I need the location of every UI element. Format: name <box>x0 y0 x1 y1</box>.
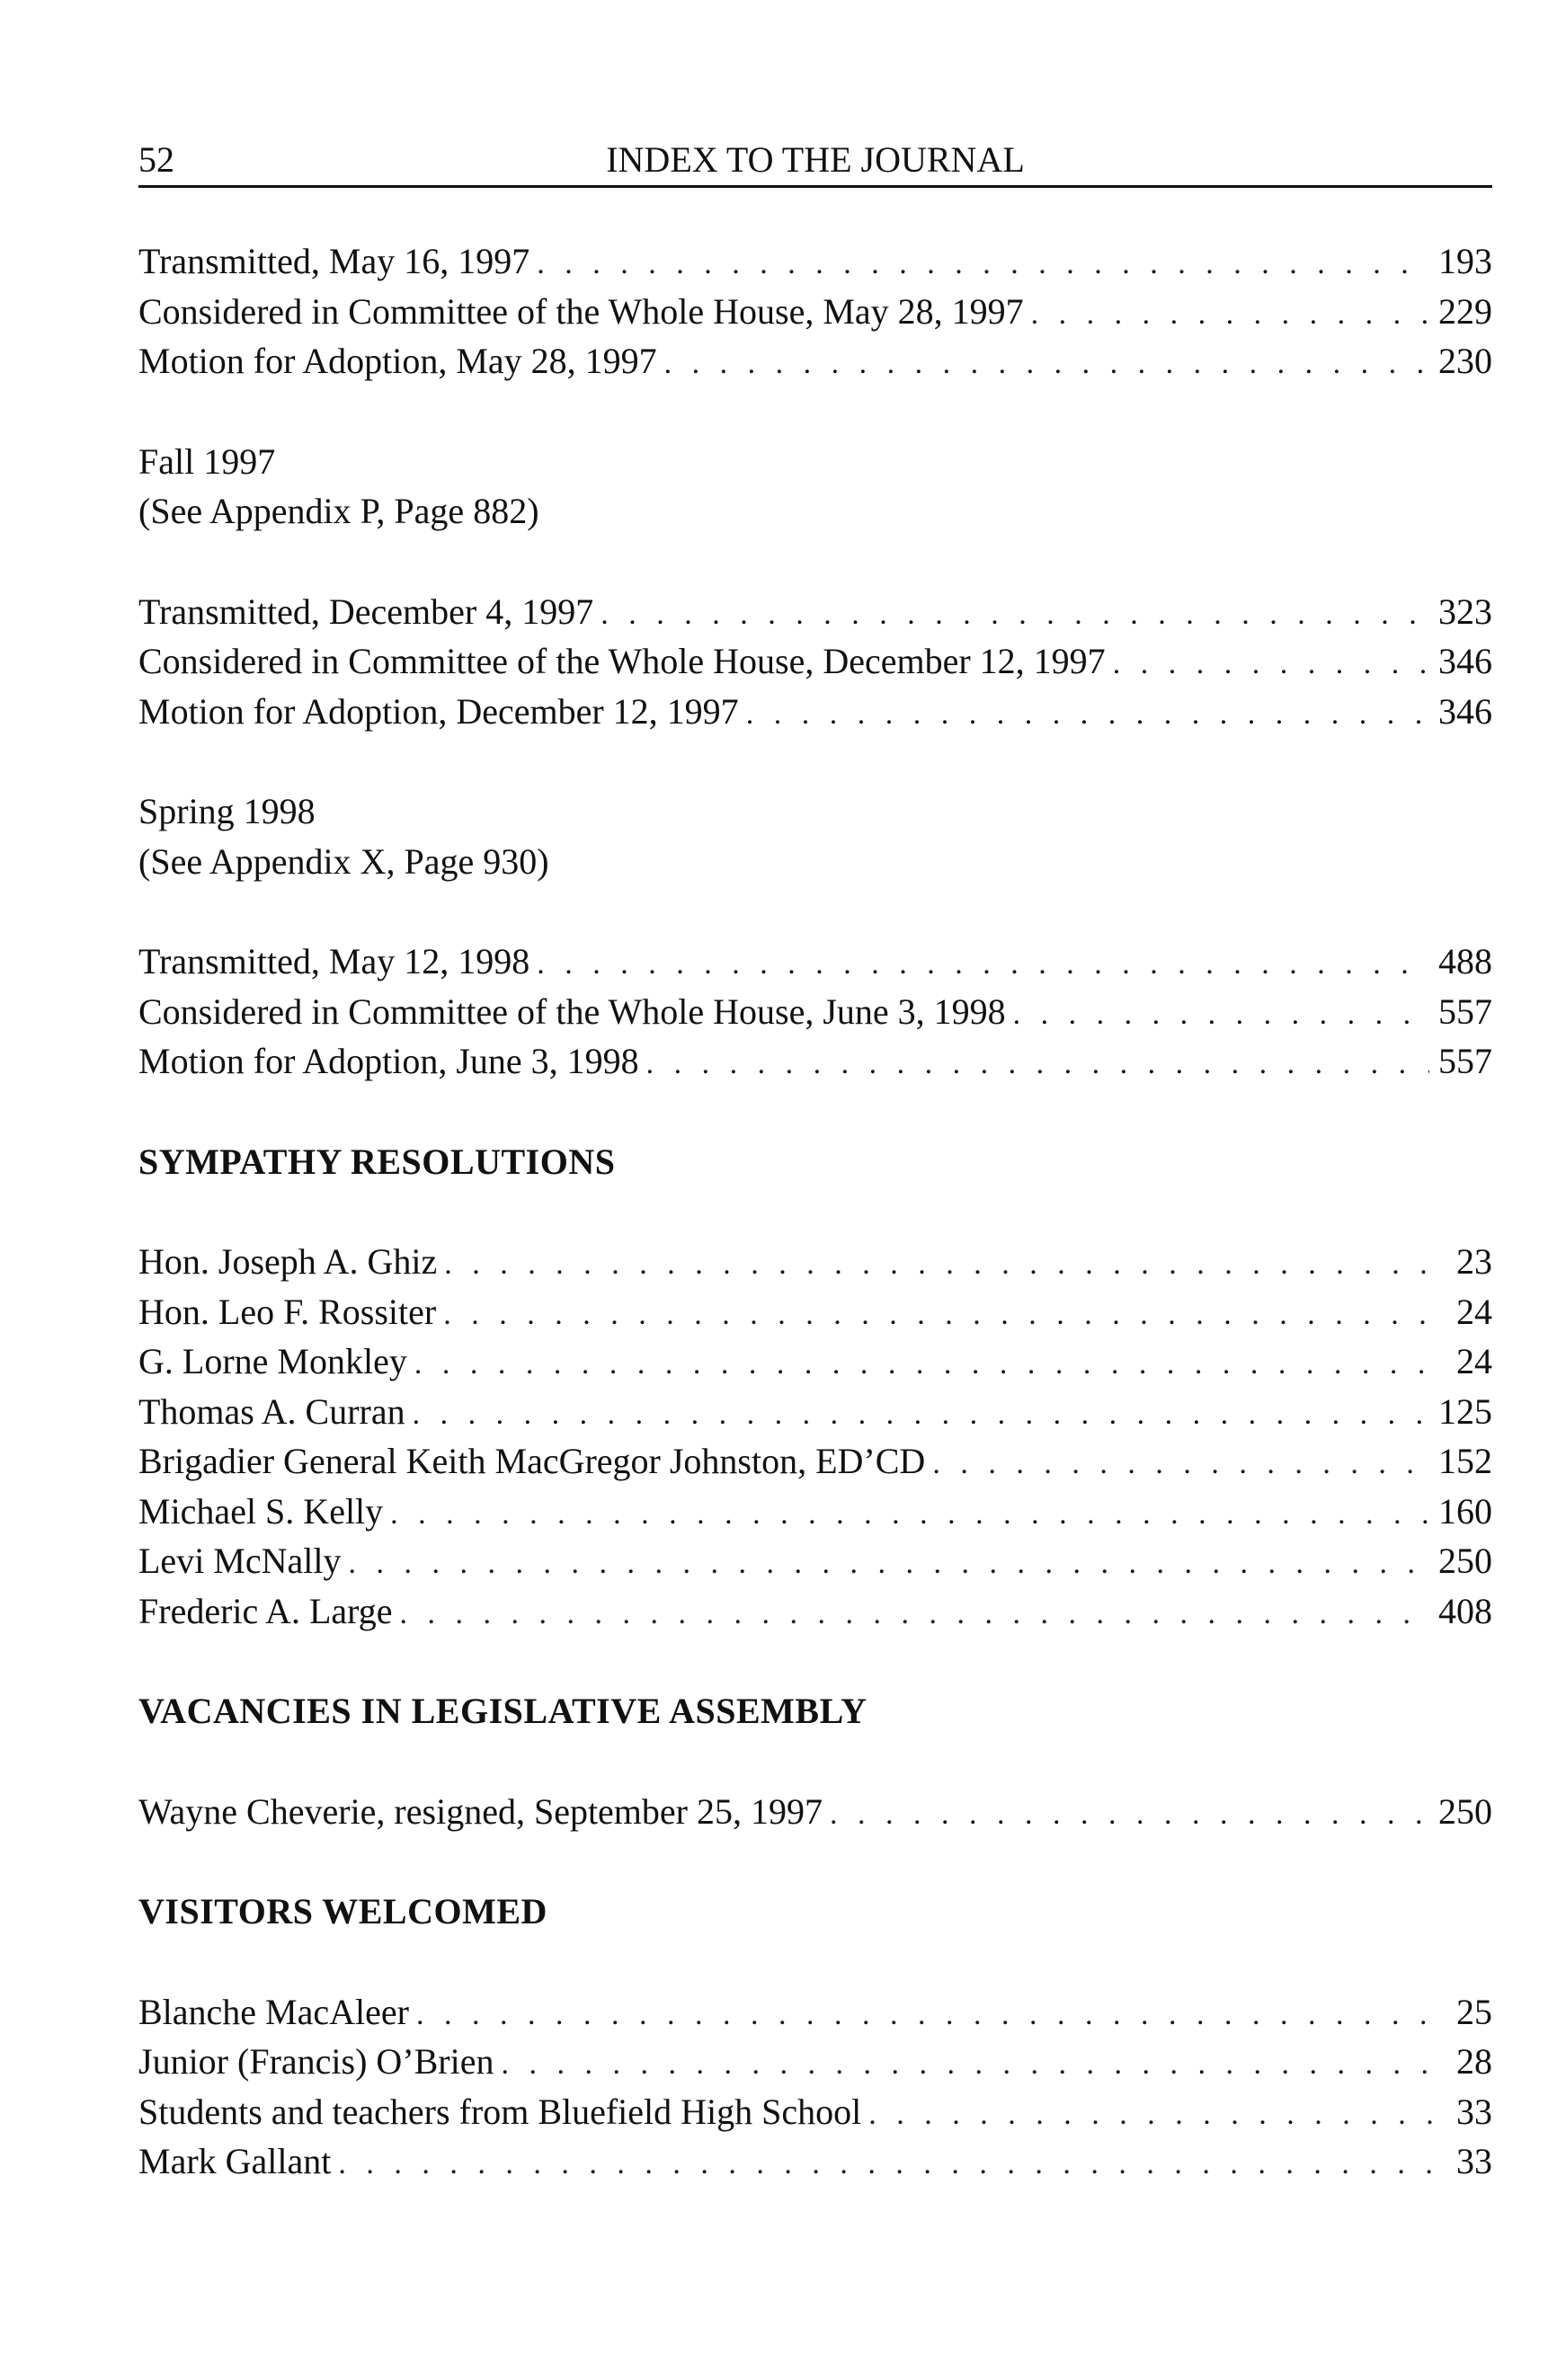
entry-page: 25 <box>1456 1991 1492 2032</box>
dot-leader <box>414 1339 1447 1390</box>
entry-page: 160 <box>1438 1490 1492 1532</box>
index-entry <box>138 1287 1492 1337</box>
index-page <box>138 135 1492 2187</box>
index-entry <box>138 636 1492 687</box>
index-entry <box>138 2136 1492 2187</box>
index-entry <box>138 1487 1492 1537</box>
entry-text: Motion for Adoption, May 28, 1997 <box>138 341 657 381</box>
session-title: Spring 1998 <box>138 791 316 831</box>
entry-page: 125 <box>1438 1390 1492 1432</box>
entry-group-sympathy <box>138 1237 1492 1636</box>
entry-page: 24 <box>1456 1291 1492 1332</box>
entry-page: 557 <box>1438 990 1492 1032</box>
section-heading-visitors: VISITORS WELCOMED <box>138 1891 547 1932</box>
index-entries <box>138 236 1492 2187</box>
running-head <box>138 135 1492 188</box>
index-entry <box>138 1586 1492 1637</box>
page-title: INDEX TO THE JOURNAL <box>606 139 1025 180</box>
dot-leader <box>1031 289 1429 340</box>
appendix-reference: (See Appendix P, Page 882) <box>138 491 539 531</box>
page-number: 52 <box>138 139 174 180</box>
entry-text: Michael S. Kelly <box>138 1490 384 1532</box>
entry-text: G. Lorne Monkley <box>138 1341 407 1381</box>
session-title: Fall 1997 <box>138 440 276 482</box>
entry-text: Students and teachers from Bluefield High School <box>138 2091 862 2132</box>
entry-text: Levi McNally <box>138 1541 342 1581</box>
entry-page: 23 <box>1456 1241 1492 1282</box>
entry-text: Motion for Adoption, December 12, 1997 <box>138 690 739 732</box>
dot-leader <box>646 1039 1429 1089</box>
dot-leader <box>413 1390 1429 1440</box>
section-heading-sympathy: SYMPATHY RESOLUTIONS <box>138 1141 616 1182</box>
index-entry <box>138 336 1492 386</box>
index-entry <box>138 687 1492 737</box>
dot-leader <box>349 1539 1430 1589</box>
entry-text: Considered in Committee of the Whole House, May 28, 1997 <box>138 290 1024 332</box>
dot-leader <box>1013 990 1429 1040</box>
dot-leader <box>537 239 1429 289</box>
index-entry <box>138 1337 1492 1387</box>
dot-leader <box>501 2039 1447 2090</box>
dot-leader <box>664 339 1429 389</box>
entry-text: Blanche MacAleer <box>138 1991 409 2032</box>
entry-text: Considered in Committee of the Whole House, December 12, 1997 <box>138 641 1106 681</box>
index-entry <box>138 1536 1492 1586</box>
dot-leader <box>868 2090 1447 2140</box>
entry-page: 24 <box>1456 1341 1492 1381</box>
entry-page: 346 <box>1438 690 1492 732</box>
entry-page: 488 <box>1438 941 1492 981</box>
entry-page: 323 <box>1438 591 1492 632</box>
index-entry <box>138 1036 1492 1087</box>
entry-page: 28 <box>1456 2041 1492 2082</box>
index-entry <box>138 1436 1492 1487</box>
entry-text: Wayne Cheverie, resigned, September 25, 1997 <box>138 1790 823 1832</box>
entry-page: 408 <box>1438 1590 1492 1631</box>
entry-page: 152 <box>1438 1441 1492 1481</box>
index-entry <box>138 2037 1492 2087</box>
entry-page: 193 <box>1438 241 1492 281</box>
entry-page: 229 <box>1438 290 1492 332</box>
entry-page: 33 <box>1456 2141 1492 2181</box>
entry-page: 250 <box>1438 1541 1492 1581</box>
entry-text: Thomas A. Curran <box>138 1390 405 1432</box>
entry-text: Hon. Leo F. Rossiter <box>138 1291 437 1332</box>
entry-page: 250 <box>1438 1790 1492 1832</box>
entry-page: 230 <box>1438 341 1492 381</box>
entry-page: 557 <box>1438 1041 1492 1081</box>
section-heading-vacancies: VACANCIES IN LEGISLATIVE ASSEMBLY <box>138 1691 867 1731</box>
dot-leader <box>1113 639 1429 689</box>
entry-text: Brigadier General Keith MacGregor Johnston, ED’CD <box>138 1441 926 1481</box>
dot-leader <box>338 2139 1447 2189</box>
index-entry <box>138 1987 1492 2038</box>
entry-group-spring-1998 <box>138 937 1492 1087</box>
index-entry <box>138 1387 1492 1437</box>
index-entry <box>138 937 1492 987</box>
dot-leader <box>444 1239 1447 1290</box>
dot-leader <box>390 1489 1429 1540</box>
entry-text: Transmitted, December 4, 1997 <box>138 591 594 632</box>
entry-text: Transmitted, May 12, 1998 <box>138 941 530 981</box>
dot-leader <box>537 939 1429 990</box>
entry-text: Frederic A. Large <box>138 1590 393 1631</box>
dot-leader <box>932 1439 1429 1489</box>
index-entry <box>138 287 1492 337</box>
dot-leader <box>746 689 1429 740</box>
entry-text: Mark Gallant <box>138 2141 332 2181</box>
entry-group-visitors <box>138 1987 1492 2187</box>
entry-page: 346 <box>1438 641 1492 681</box>
entry-text: Junior (Francis) O’Brien <box>138 2041 494 2082</box>
dot-leader <box>443 1290 1447 1340</box>
index-entry <box>138 987 1492 1037</box>
dot-leader <box>601 590 1429 640</box>
entry-group-spring-1997 <box>138 236 1492 386</box>
index-entry <box>138 236 1492 287</box>
entry-text: Motion for Adoption, June 3, 1998 <box>138 1041 639 1081</box>
index-entry <box>138 1787 1492 1837</box>
dot-leader <box>399 1589 1429 1639</box>
entry-page: 33 <box>1456 2091 1492 2132</box>
entry-text: Transmitted, May 16, 1997 <box>138 241 530 281</box>
entry-text: Hon. Joseph A. Ghiz <box>138 1241 438 1282</box>
entry-text: Considered in Committee of the Whole House, June 3, 1998 <box>138 990 1006 1032</box>
entry-group-fall-1997 <box>138 587 1492 737</box>
entry-group-vacancies <box>138 1787 1492 1837</box>
appendix-reference: (See Appendix X, Page 930) <box>138 840 549 882</box>
index-entry <box>138 1237 1492 1287</box>
dot-leader <box>830 1789 1429 1840</box>
dot-leader <box>416 1990 1447 2040</box>
index-entry <box>138 2087 1492 2137</box>
index-entry <box>138 587 1492 637</box>
